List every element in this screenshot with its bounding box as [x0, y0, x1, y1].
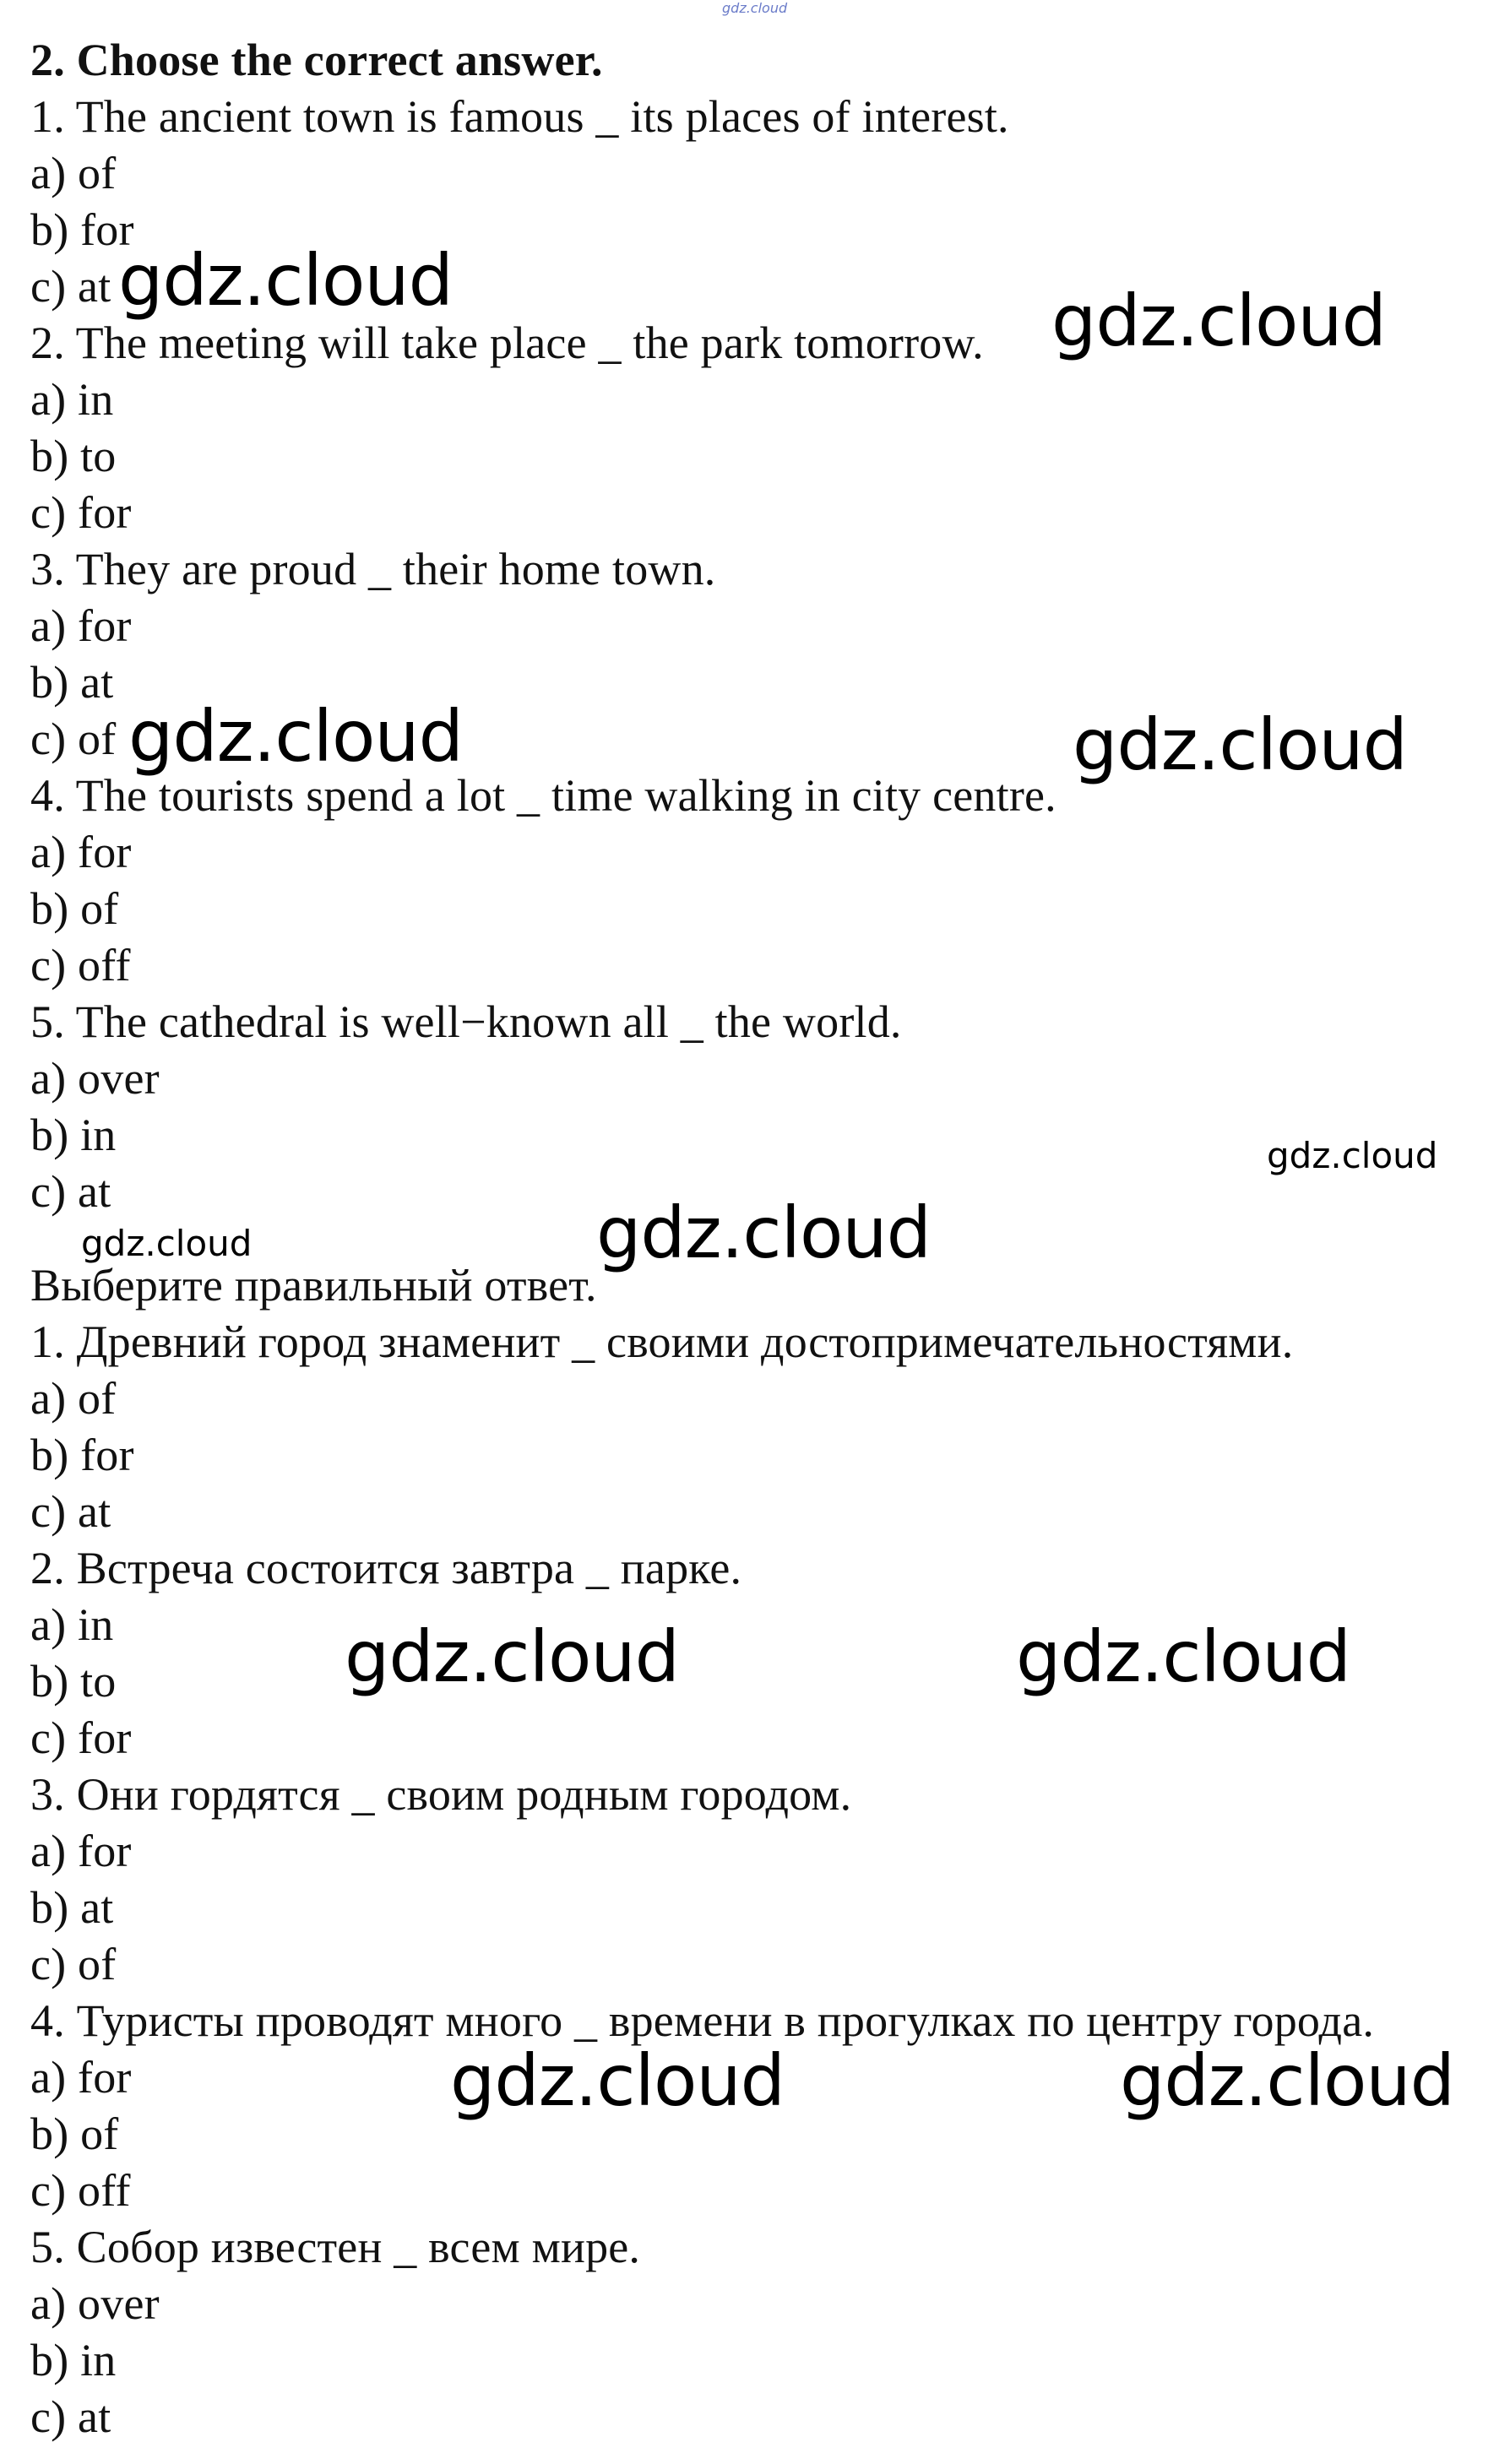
option-en-5c: c) at	[30, 1166, 111, 1217]
option-en-1c: c) at	[30, 261, 111, 312]
exercise-title: 2. Choose the correct answer.	[30, 35, 603, 85]
option-ru-1b: b) for	[30, 1430, 134, 1480]
option-en-2c: c) for	[30, 487, 132, 538]
watermark: gdz.cloud	[1016, 1615, 1350, 1698]
question-en-1: 1. The ancient town is famous _ its places of interest.	[30, 91, 1009, 142]
question-ru-1: 1. Древний город знаменит _ своими достопримечательностями.	[30, 1316, 1294, 1367]
question-ru-4: 4. Туристы проводят много _ времени в прогулках по центру города.	[30, 1995, 1375, 2046]
option-ru-2a: a) in	[30, 1599, 114, 1650]
option-en-2b: b) to	[30, 431, 117, 481]
watermark: gdz.cloud	[345, 1615, 679, 1698]
option-en-3a: a) for	[30, 600, 132, 651]
option-en-5b: b) in	[30, 1110, 117, 1160]
watermark: gdz.cloud	[81, 1223, 253, 1264]
watermark: gdz.cloud	[596, 1191, 931, 1274]
option-en-4b: b) of	[30, 883, 119, 934]
option-ru-5c: c) at	[30, 2391, 111, 2442]
option-ru-1a: a) of	[30, 1373, 117, 1424]
option-en-4c: c) off	[30, 940, 131, 990]
watermark: gdz.cloud	[128, 695, 463, 778]
question-en-3: 3. They are proud _ their home town.	[30, 544, 716, 594]
option-ru-1c: c) at	[30, 1486, 111, 1537]
option-ru-4c: c) off	[30, 2165, 131, 2216]
option-en-1b: b) for	[30, 204, 134, 255]
option-en-2a: a) in	[30, 374, 114, 425]
option-en-3b: b) at	[30, 657, 114, 708]
option-ru-4b: b) of	[30, 2109, 119, 2159]
question-ru-3: 3. Они гордятся _ своим родным городом.	[30, 1769, 852, 1820]
option-en-1a: a) of	[30, 148, 117, 198]
question-en-5: 5. The cathedral is well−known all _ the world.	[30, 996, 902, 1047]
exercise-title-ru: Выберите правильный ответ.	[30, 1260, 597, 1311]
header-watermark: gdz.cloud	[722, 0, 788, 16]
option-en-3c: c) of	[30, 714, 117, 764]
watermark: gdz.cloud	[1120, 2039, 1454, 2122]
question-en-4: 4. The tourists spend a lot _ time walking in city centre.	[30, 770, 1056, 821]
option-en-4a: a) for	[30, 827, 132, 877]
option-ru-2c: c) for	[30, 1712, 132, 1763]
watermark: gdz.cloud	[1051, 280, 1386, 362]
watermark: gdz.cloud	[118, 239, 453, 322]
question-ru-5: 5. Собор известен _ всем мире.	[30, 2222, 641, 2272]
watermark: gdz.cloud	[1073, 703, 1407, 786]
option-ru-5a: a) over	[30, 2278, 160, 2329]
question-en-2: 2. The meeting will take place _ the park tomorrow.	[30, 317, 984, 368]
option-ru-4a: a) for	[30, 2052, 132, 2103]
option-ru-5b: b) in	[30, 2335, 117, 2385]
option-ru-3c: c) of	[30, 1939, 117, 1989]
option-ru-3a: a) for	[30, 1826, 132, 1876]
question-ru-2: 2. Встреча состоится завтра _ парке.	[30, 1543, 742, 1593]
option-ru-2b: b) to	[30, 1656, 117, 1707]
watermark: gdz.cloud	[450, 2039, 785, 2122]
watermark: gdz.cloud	[1267, 1135, 1438, 1176]
option-ru-3b: b) at	[30, 1882, 114, 1933]
option-en-5a: a) over	[30, 1053, 160, 1104]
